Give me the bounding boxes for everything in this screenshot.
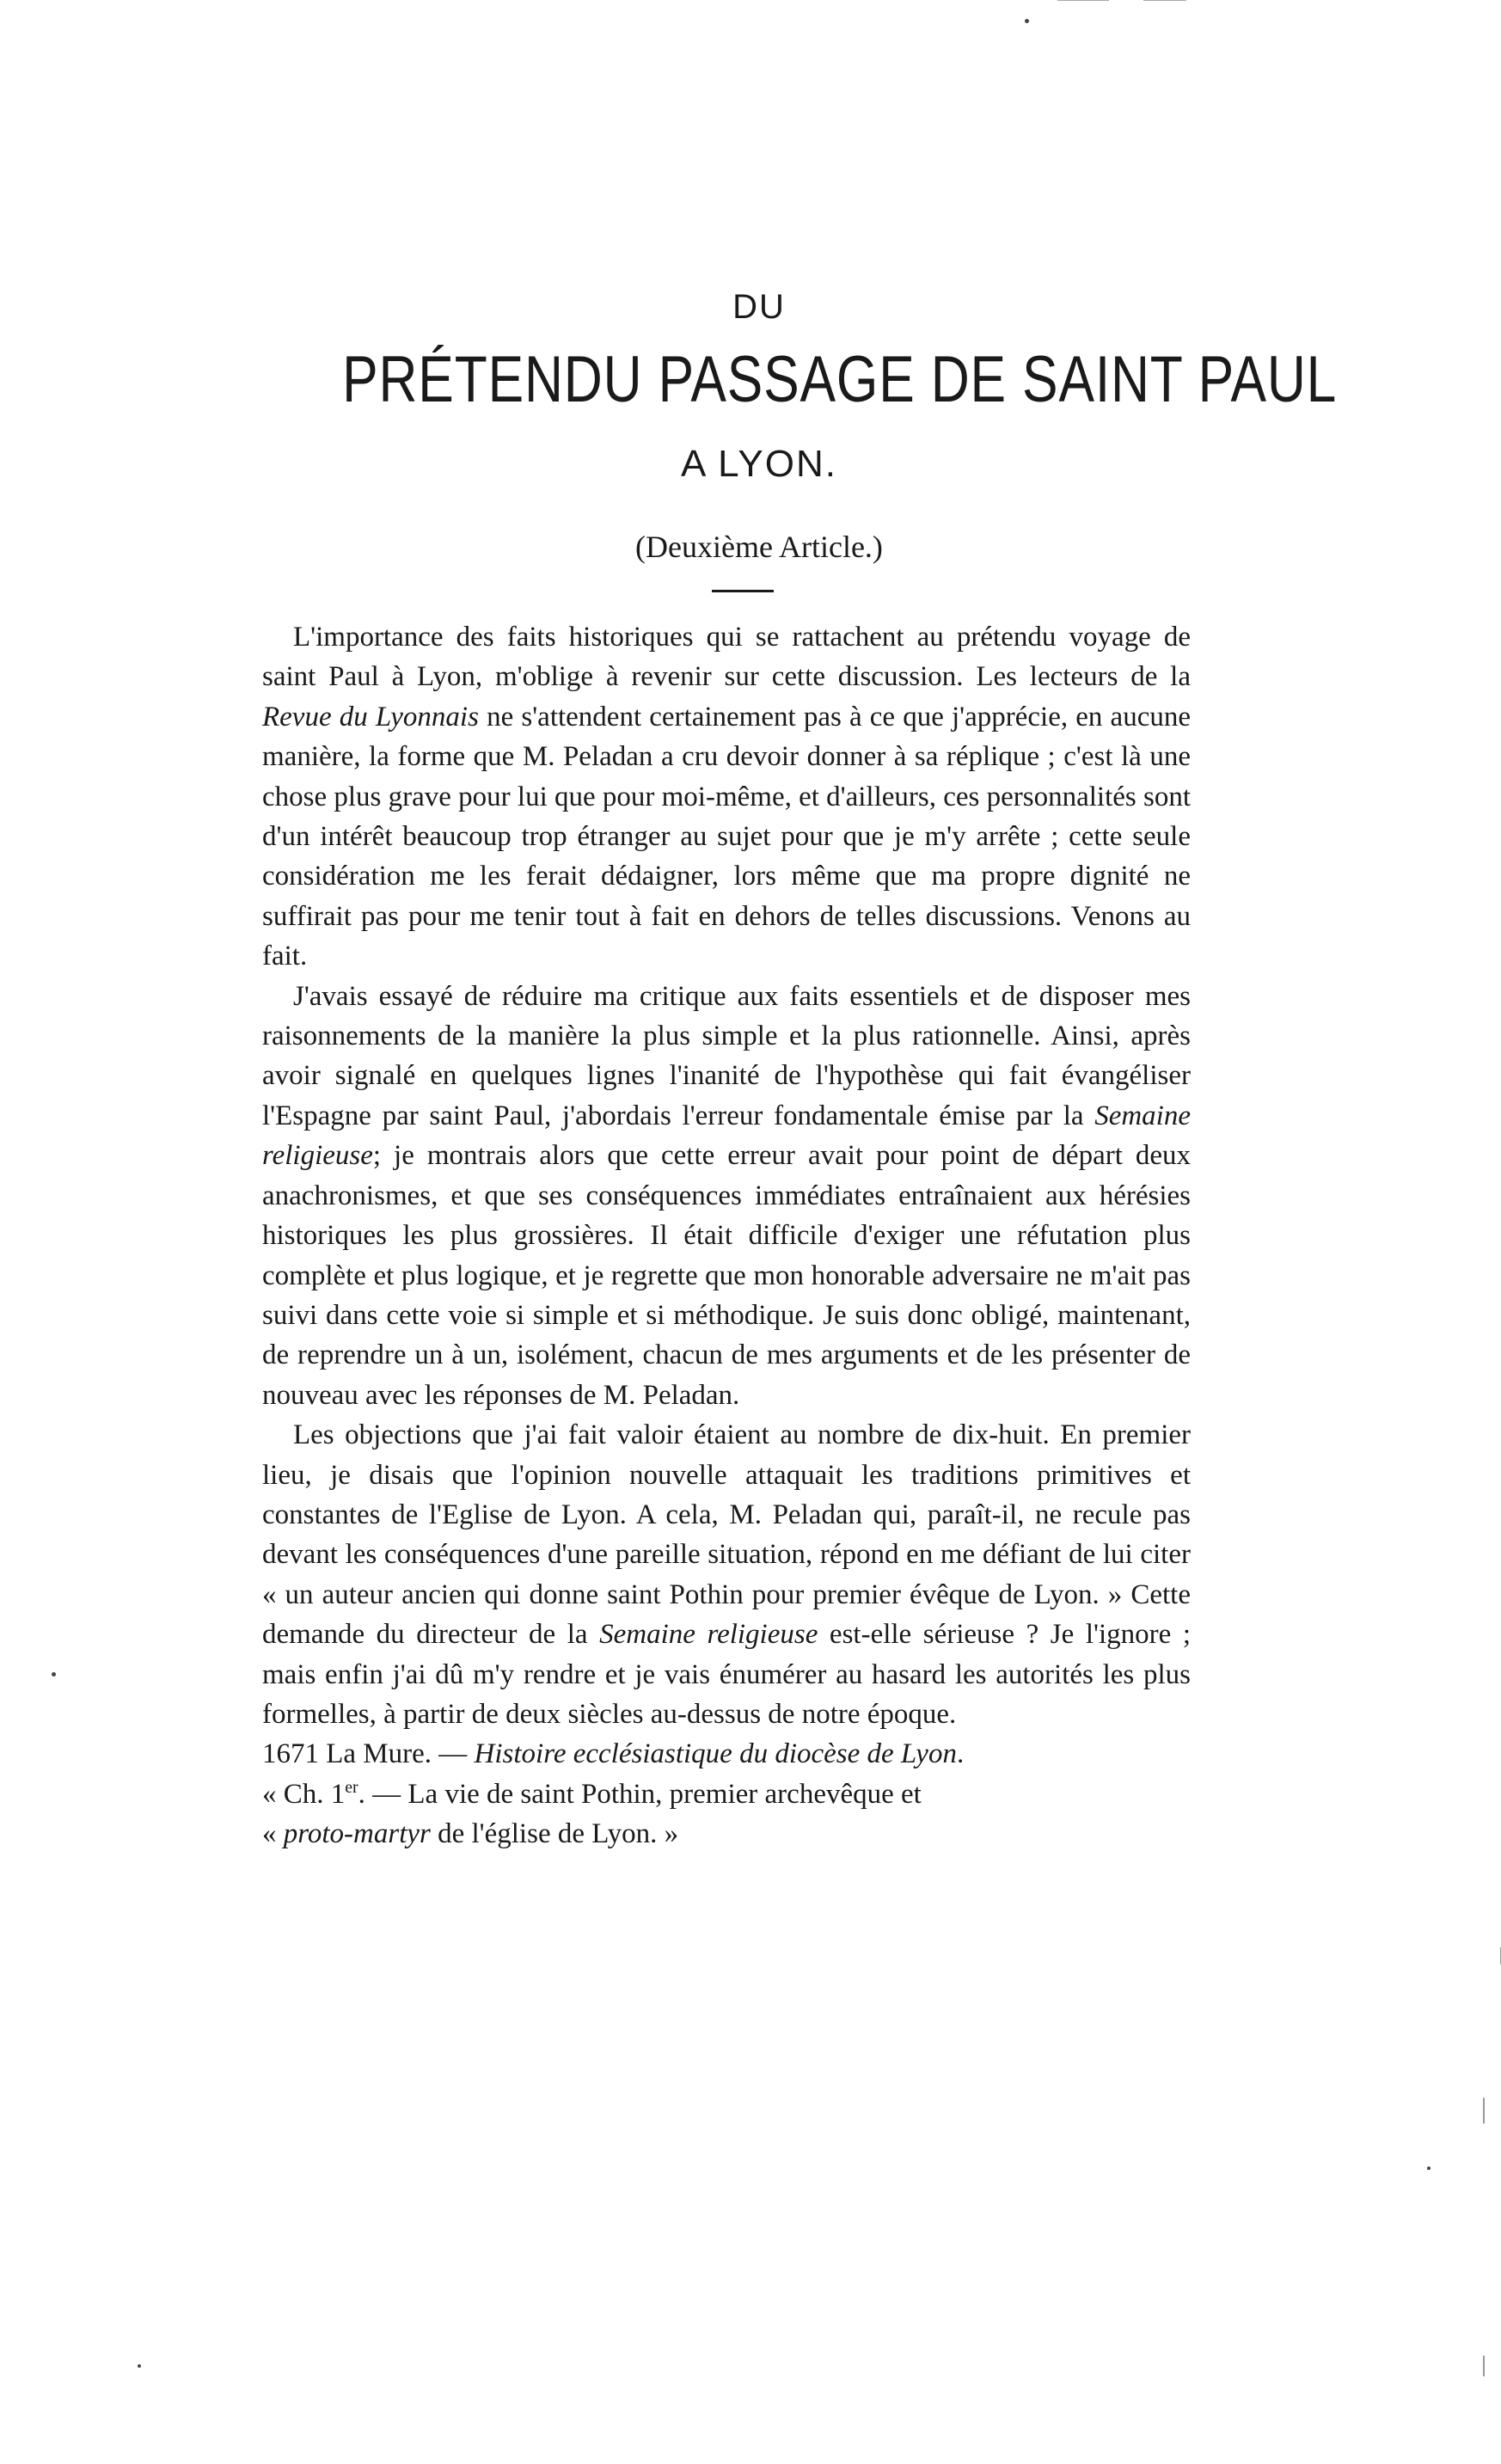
article-body — [262, 617, 1191, 1854]
paragraph-1-text: L'importance des faits historiques qui se rattachent au prétendu voyage de saint Paul à Lyon, m'oblige à revenir sur cette discussion. Les lecteurs de la — [262, 622, 1191, 693]
quote-1-start: « Ch. 1 — [262, 1778, 346, 1810]
heading-a-lyon: A LYON. — [681, 443, 837, 485]
scan-mark — [1483, 2356, 1485, 2376]
paragraph-1-italic: Revue du Lyonnais — [262, 701, 479, 732]
paragraph-2-text-end: ; je montrais alors que cette erreur avait pour point de départ deux anachronismes, et que ses conséquences immédiates entraînaient aux hérésies historiques les plus grossières. Il était difficile d'exiger une réfutation plus complète et plus logique, et je regrette que mon honorable adversaire ne m'ait pas suivi dans cette voie si simple et si méthodique. Je suis donc obligé, maintenant, de reprendre un à un, isolément, chacun de mes arguments et de les présenter de nouveau avec les réponses de M. Peladan. — [262, 1140, 1191, 1411]
quote-line-1 — [262, 1774, 1191, 1814]
scan-speck — [138, 2364, 141, 2368]
citation-end: . — [956, 1738, 965, 1770]
main-title: PRÉTENDU PASSAGE DE SAINT PAUL — [342, 343, 1338, 416]
paragraph-2-text: J'avais essayé de réduire ma critique aux faits essentiels et de disposer mes raisonnements de la manière la plus simple et la plus rationnelle. Ainsi, après avoir signalé en quelques lignes l'inanité de l'hypothèse qui fait évangéliser l'Espagne par saint Paul, j'abordais l'erreur fondamentale émise par la — [262, 980, 1191, 1131]
quote-2-end: de l'église de Lyon. » — [430, 1818, 679, 1850]
scan-speck — [1427, 2167, 1431, 2170]
citation-author: La Mure. — — [319, 1738, 475, 1770]
citation-year: 1671 — [262, 1738, 319, 1770]
quote-2-start: « — [262, 1818, 284, 1850]
scan-mark — [1483, 2098, 1485, 2124]
subtitle: (Deuxième Article.) — [635, 530, 883, 564]
heading-du: DU — [732, 288, 786, 326]
paragraph-1 — [262, 617, 1191, 977]
quote-line-2 — [262, 1814, 1191, 1854]
scan-speck — [1025, 19, 1029, 23]
quote-2-italic: proto-martyr — [283, 1818, 431, 1850]
divider-rule — [712, 590, 774, 592]
citation-work: Histoire ecclésiastique du diocèse de Lyon — [474, 1738, 957, 1770]
quote-1-end: . — La vie de saint Pothin, premier archevêque et — [358, 1778, 922, 1810]
paragraph-3 — [262, 1415, 1191, 1734]
paragraph-3-italic: Semaine religieuse — [599, 1619, 818, 1651]
quote-1-superscript: er — [345, 1777, 358, 1797]
paragraph-1-text-end: ne s'attendent certainement pas à ce que j'apprécie, en aucune manière, la forme que M. Peladan a cru devoir donner à sa réplique ; c'est là une chose plus grave pour lui que pour moi-même, et d'ailleurs, ces personnalités sont d'un intérêt beaucoup trop étranger au sujet pour que je m'y arrête ; cette seule considération me les ferait dédaigner, lors même que ma propre dignité ne suffirait pas pour me tenir tout à fait en dehors de telles discussions. Venons au fait. — [262, 701, 1192, 972]
scan-mark — [1143, 0, 1186, 1]
paragraph-2 — [262, 977, 1191, 1415]
scan-speck — [52, 1672, 56, 1676]
scan-mark — [1057, 0, 1109, 1]
citation-line — [262, 1734, 1191, 1774]
paragraph-3-text-end: est-elle sérieuse ? Je l'ignore ; mais enfin j'ai dû m'y rendre et je vais énumérer au hasard les autorités les plus formelles, à partir de deux siècles au-dessus de notre époque. — [262, 1619, 1191, 1730]
paragraph-3-text: Les objections que j'ai fait valoir étaient au nombre de dix-huit. En premier lieu, je disais que l'opinion nouvelle attaquait les traditions primitives et constantes de l'Eglise de Lyon. A cela, M. Peladan qui, paraît-il, ne recule pas devant les conséquences d'une pareille situation, répond en me défiant de lui citer « un auteur ancien qui donne saint Pothin pour premier évêque de Lyon. » Cette demande du directeur de la — [262, 1419, 1191, 1651]
paragraph-2-italic: Semaine religieuse — [262, 1100, 1191, 1172]
